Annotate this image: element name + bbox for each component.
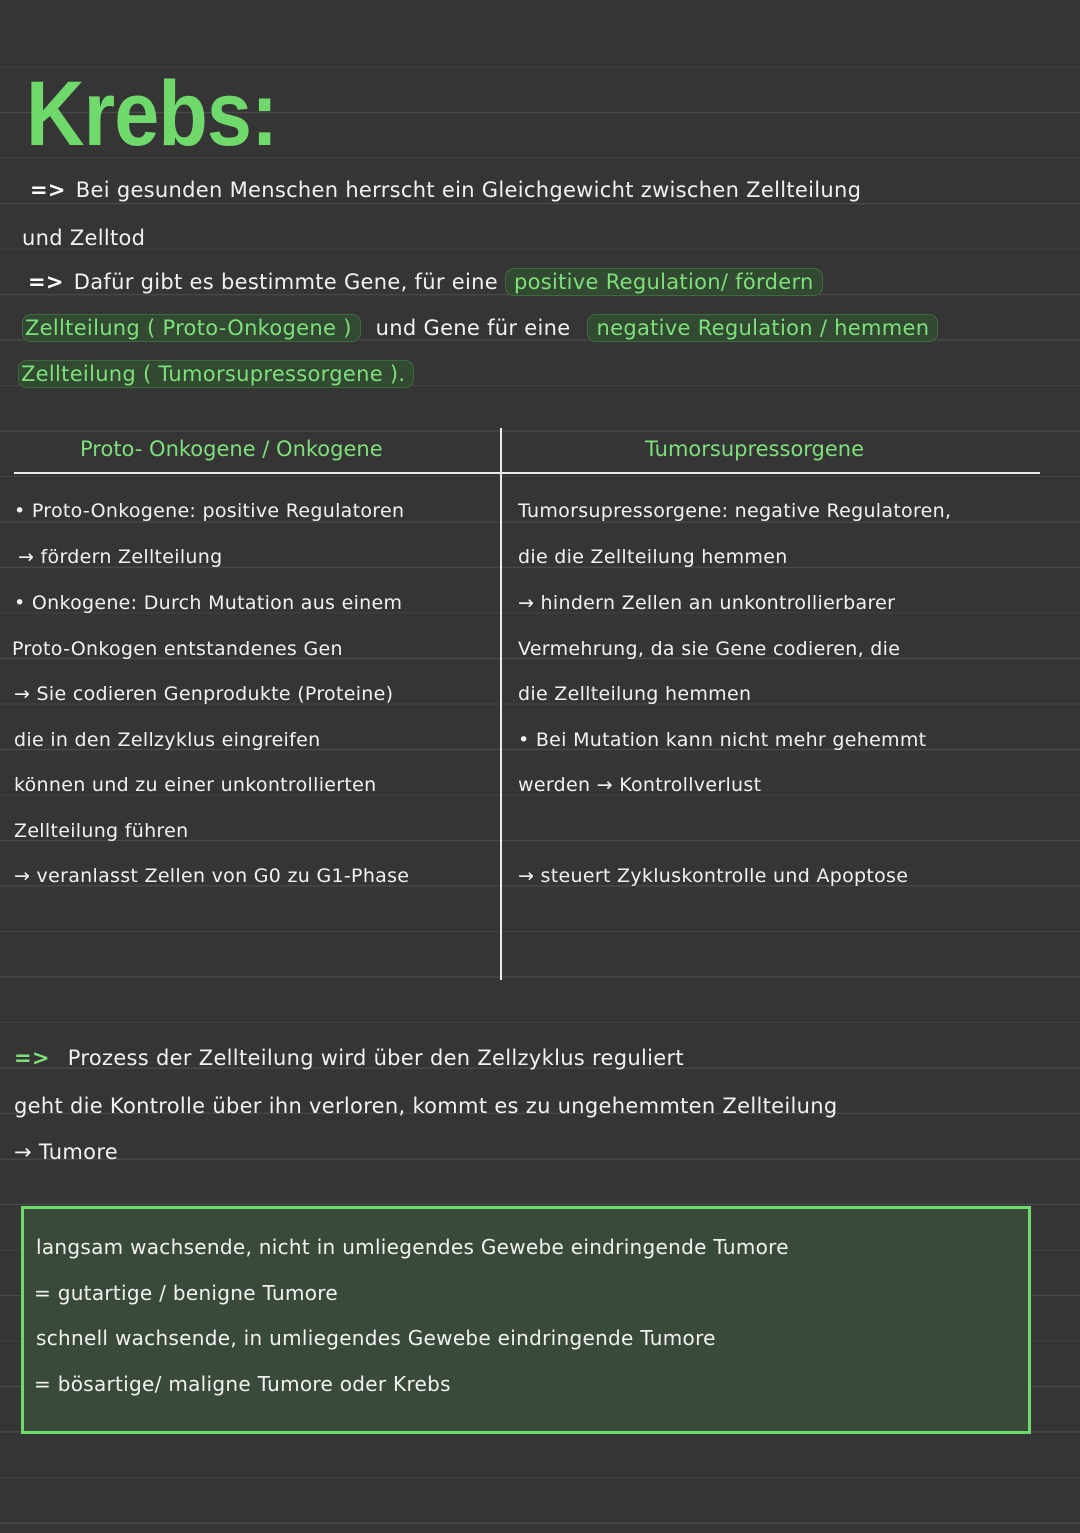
double-arrow-icon: => bbox=[14, 1046, 50, 1070]
summary-box bbox=[21, 1206, 1031, 1434]
right-cell-line: Vermehrung, da sie Gene codieren, die bbox=[518, 638, 901, 660]
double-arrow-icon: => bbox=[30, 178, 66, 202]
right-cell-line: werden → Kontrollverlust bbox=[518, 774, 762, 796]
highlight-negative-regulation: negative Regulation / hemmen bbox=[587, 314, 938, 342]
box-line: = gutartige / benigne Tumore bbox=[34, 1281, 338, 1305]
right-cell-line: Tumorsupressorgene: negative Regulatoren, bbox=[518, 500, 952, 522]
process-line-2: geht die Kontrolle über ihn verloren, kommt es zu ungehemmten Zellteilung bbox=[14, 1094, 838, 1118]
box-line: langsam wachsende, nicht in umliegendes Gewebe eindringende Tumore bbox=[36, 1235, 789, 1259]
page-title: Krebs: bbox=[26, 63, 278, 165]
right-cell-line: → hindern Zellen an unkontrollierbarer bbox=[518, 592, 896, 614]
highlight-proto-onkogene: Zellteilung ( Proto-Onkogene ) bbox=[22, 314, 361, 342]
intro-line-1: => Bei gesunden Menschen herrscht ein Gleichgewicht zwischen Zellteilung bbox=[30, 178, 862, 202]
table-header-tumorsupressorgene: Tumorsupressorgene bbox=[645, 437, 865, 461]
right-cell-line: → steuert Zykluskontrolle und Apoptose bbox=[518, 865, 909, 887]
left-cell-line: → veranlasst Zellen von G0 zu G1-Phase bbox=[14, 865, 410, 887]
highlight-tumorsupressorgene: Zellteilung ( Tumorsupressorgene ). bbox=[18, 360, 414, 388]
table-header-divider bbox=[14, 472, 1040, 474]
intro-line-2: und Zelltod bbox=[22, 226, 146, 250]
process-line-3: → Tumore bbox=[14, 1140, 119, 1164]
left-cell-line: • Onkogene: Durch Mutation aus einem bbox=[14, 592, 403, 614]
intro-line-3: => Dafür gibt es bestimmte Gene, für eine positive Regulation/ fördern bbox=[28, 270, 823, 294]
process-line-1: => Prozess der Zellteilung wird über den Zellzyklus reguliert bbox=[14, 1046, 684, 1070]
highlight-positive-regulation: positive Regulation/ fördern bbox=[505, 268, 823, 296]
box-line: schnell wachsende, in umliegendes Gewebe eindringende Tumore bbox=[36, 1326, 716, 1350]
right-cell-line: die Zellteilung hemmen bbox=[518, 683, 752, 705]
intro-line-5 bbox=[18, 362, 414, 386]
double-arrow-icon: => bbox=[28, 270, 64, 294]
left-cell-line: Zellteilung führen bbox=[14, 820, 189, 842]
left-cell-line: • Proto-Onkogene: positive Regulatoren bbox=[14, 500, 405, 522]
left-cell-line: → Sie codieren Genprodukte (Proteine) bbox=[14, 683, 394, 705]
table-column-divider bbox=[500, 428, 502, 980]
left-cell-line: die in den Zellzyklus eingreifen bbox=[14, 729, 321, 751]
intro-line-4: Zellteilung ( Proto-Onkogene ) und Gene für eine negative Regulation / hemmen bbox=[22, 316, 938, 340]
right-cell-line: die die Zellteilung hemmen bbox=[518, 546, 788, 568]
table-header-onkogene: Proto- Onkogene / Onkogene bbox=[80, 437, 383, 461]
left-cell-line: → fördern Zellteilung bbox=[18, 546, 223, 568]
box-line: = bösartige/ maligne Tumore oder Krebs bbox=[34, 1372, 451, 1396]
left-cell-line: können und zu einer unkontrollierten bbox=[14, 774, 377, 796]
right-cell-line: • Bei Mutation kann nicht mehr gehemmt bbox=[518, 729, 927, 751]
left-cell-line: Proto-Onkogen entstandenes Gen bbox=[12, 638, 343, 660]
